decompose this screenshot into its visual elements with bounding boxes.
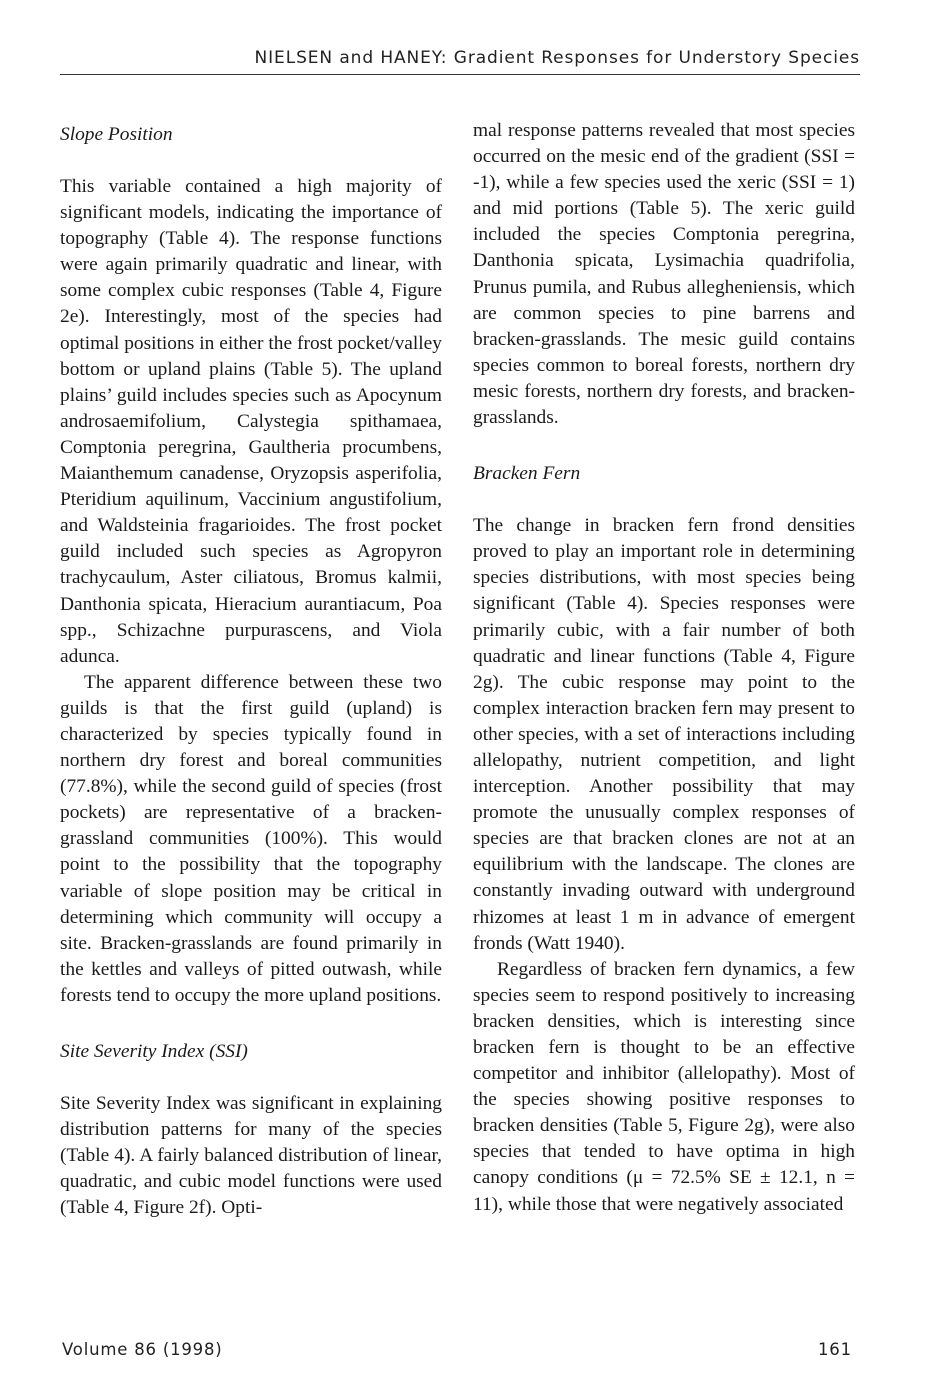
header-rule [60,74,860,75]
paragraph: Regardless of bracken fern dynamics, a few species seem to respond positively to increasing bracken densities, which is interesting since bracken fern is thought to be an effective competitor and inhibitor (allelopathy). Most of the species showing positive responses to bracken densities (Table 5, Figure 2g), were also species that tended to have optima in high canopy conditions (μ = 72.5% SE ± 12.1, n = 11), while those that were negatively associated [473,958,855,1215]
right-column [473,118,855,1218]
paragraph: The change in bracken fern frond densities proved to play an important role in determining species distributions, with most species being significant (Table 4). Species responses were primarily cubic, with a fair number of both quadratic and linear functions (Table 4, Figure 2g). The cubic response may point to the complex interaction bracken fern may present to other species, with a set of interactions including allelopathy, nutrient competition, and light interception. Another possibility that may promote the unusually complex responses of species are that bracken clones are not at an equilibrium with the landscape. The clones are constantly invading outward with underground rhizomes at least 1 m in advance of emergent fronds (Watt 1940). [473,515,855,954]
running-header: NIELSEN and HANEY: Gradient Responses for Understory Species [254,48,860,68]
volume-footer: Volume 86 (1998) [62,1340,223,1359]
section-heading-bracken-fern: Bracken Fern [473,463,581,485]
paragraph: mal response patterns revealed that most species occurred on the mesic end of the gradient (SSI = -1), while a few species used the xeric (SSI = 1) and mid portions (Table 5). The xeric guild included the species Comptonia peregrina, Danthonia spicata, Lysimachia quadrifolia, Prunus pumila, and Rubus allegheniensis, which are common species to pine barrens and bracken-grasslands. The mesic guild contains species common to boreal forests, northern dry mesic forests, northern dry forests, and bracken-grasslands. [473,120,855,429]
page-number: 161 [818,1340,852,1359]
section-heading-slope-position: Slope Position [60,124,173,145]
section-heading-ssi: Site Severity Index (SSI) [60,1041,248,1062]
paragraph: This variable contained a high majority of significant models, indicating the importance of topography (Table 4). The response functions were again primarily quadratic and linear, with some complex cubic responses (Table 4, Figure 2e). Interestingly, most of the species had optimal positions in either the frost pocket/valley bottom or upland plains (Table 5). The upland plains’ guild includes species such as Apocynum androsaemifolium, Calystegia spithamaea, Comptonia peregrina, Gaultheria procumbens, Maianthemum canadense, Oryzopsis asperifolia, Pteridium aquilinum, Vaccinium angustifolium, and Waldsteinia fragarioides. The frost pocket guild included such species as Agropyron trachycaulum, Aster ciliatous, Bromus kalmii, Danthonia spicata, Hieracium aurantiacum, Poa spp., Schizachne purpurascens, and Viola adunca. [60,176,442,667]
paragraph: Site Severity Index was significant in explaining distribution patterns for many of the species (Table 4). A fairly balanced distribution of linear, quadratic, and cubic model functions were used (Table 4, Figure 2f). Opti- [60,1093,442,1219]
paragraph: The apparent difference between these two guilds is that the first guild (upland) is characterized by species typically found in northern dry forest and boreal communities (77.8%), while the second guild of species (frost pockets) are representative of a bracken-grassland communities (100%). This would point to the possibility that the topography variable of slope position may be critical in determining which community will occupy a site. Bracken-grasslands are found primarily in the kettles and valleys of pitted outwash, while forests tend to occupy the more upland positions. [60,671,442,1006]
left-column [60,118,442,1221]
